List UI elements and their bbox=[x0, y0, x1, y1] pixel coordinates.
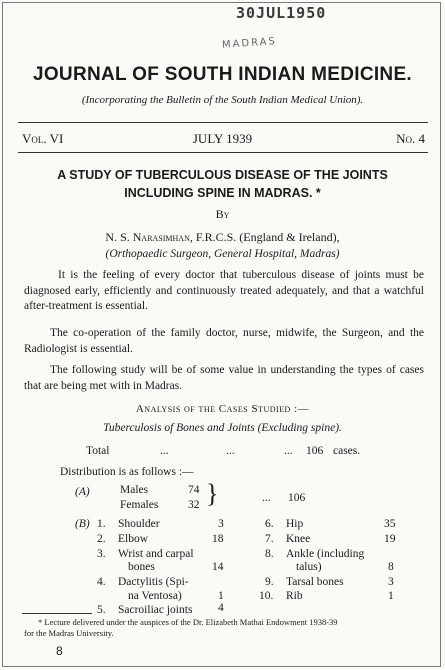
total-unit: cases. bbox=[333, 445, 361, 457]
header-rule-bottom bbox=[18, 152, 428, 153]
list-item-num: 4. bbox=[97, 576, 106, 588]
list-item-name-cont: bones bbox=[128, 561, 155, 573]
author-name: N. S. Narasimhan, bbox=[105, 230, 193, 244]
males-label: Males bbox=[120, 484, 149, 496]
list-item-name: Elbow bbox=[118, 533, 149, 545]
total-label: Total bbox=[86, 445, 110, 457]
list-item-value: 18 bbox=[212, 533, 224, 545]
list-item-num: 8. bbox=[265, 548, 274, 560]
list-item-name: Rib bbox=[286, 590, 303, 602]
list-item-value: 19 bbox=[384, 533, 396, 545]
journal-title: JOURNAL OF SOUTH INDIAN MEDICINE. bbox=[32, 64, 412, 85]
females-value: 32 bbox=[188, 499, 200, 511]
list-item-num: 10. bbox=[259, 590, 274, 602]
library-stamp: MADRAS bbox=[221, 36, 278, 51]
list-item-name: Shoulder bbox=[118, 518, 160, 530]
list-item-name: Sacroiliac joints bbox=[118, 604, 193, 616]
footnote-rule bbox=[22, 613, 92, 614]
list-item-num: 5. bbox=[97, 604, 106, 616]
footnote-line-1: * Lecture delivered under the auspices of the Dr. Elizabeth Mathai Endowment 1938-39 bbox=[38, 617, 338, 627]
article-title-line2: INCLUDING SPINE IN MADRAS. * bbox=[124, 186, 321, 200]
paragraph-3-text: The following study will be of some value in understanding the types of cases that are being met with in Madras. bbox=[24, 364, 424, 392]
females-label: Females bbox=[120, 499, 159, 511]
section-a-dots: ... bbox=[262, 492, 271, 504]
paragraph-2-text: The co-operation of the family doctor, nurse, midwife, the Surgeon, and the Radiologist is essential. bbox=[24, 327, 424, 355]
list-item-value: 3 bbox=[388, 576, 394, 588]
issue-date: JULY 1939 bbox=[192, 131, 253, 146]
total-dots-2: ... bbox=[226, 445, 235, 457]
distribution-label: Distribution is as follows :— bbox=[60, 466, 194, 478]
list-item-name-cont: na Ventosa) bbox=[128, 590, 182, 602]
header-rule-top bbox=[18, 122, 428, 123]
list-item-value: 4 bbox=[218, 602, 224, 614]
section-b-label: (B) bbox=[75, 518, 90, 530]
byline: By bbox=[215, 207, 230, 221]
total-dots-1: ... bbox=[160, 445, 169, 457]
brace-symbol: } bbox=[206, 479, 219, 508]
list-item-name: Hip bbox=[286, 518, 304, 530]
list-item-value: 8 bbox=[388, 561, 394, 573]
page-number: 8 bbox=[56, 644, 63, 658]
list-item-num: 3. bbox=[97, 548, 106, 560]
analysis-heading: Analysis of the Cases Studied :— bbox=[135, 403, 310, 415]
list-item-name: Knee bbox=[286, 533, 311, 545]
total-dots-3: ... bbox=[284, 445, 293, 457]
author-qualifications: F.R.C.S. (England & Ireland), bbox=[195, 230, 340, 244]
article-title-line1: A STUDY OF TUBERCULOUS DISEASE OF THE JOINTS bbox=[57, 168, 388, 182]
list-item-value: 14 bbox=[212, 561, 224, 573]
volume-number: Vol. VI bbox=[22, 131, 64, 146]
list-item-name: Wrist and carpal bbox=[118, 548, 194, 560]
total-value: 106 bbox=[306, 445, 324, 457]
paragraph-1-text: It is the feeling of every doctor that tuberculous disease of joints must be diagnosed early, efficiently and continuously treated adequately, and that a watchful after-treatment is essential. bbox=[24, 269, 424, 312]
date-stamp: 30JUL1950 bbox=[236, 4, 327, 22]
paragraph-3 bbox=[24, 363, 424, 394]
list-item-name-cont: talus) bbox=[296, 561, 322, 573]
footnote-line-2: for the Madras University. bbox=[24, 628, 114, 638]
list-item-num: 6. bbox=[265, 518, 274, 530]
issue-number: No. 4 bbox=[396, 131, 425, 146]
list-item-name: Tarsal bones bbox=[286, 576, 344, 588]
list-item-value: 1 bbox=[388, 590, 394, 602]
journal-subtitle: (Incorporating the Bulletin of the South Indian Medical Union). bbox=[81, 94, 364, 106]
author-affiliation: (Orthopaedic Surgeon, General Hospital, Madras) bbox=[105, 248, 340, 260]
section-a-label: (A) bbox=[75, 486, 90, 498]
list-item-num: 1. bbox=[97, 518, 106, 530]
list-item-name: Dactylitis (Spi- bbox=[118, 576, 189, 588]
list-item-value: 3 bbox=[218, 518, 224, 530]
paragraph-1 bbox=[24, 268, 424, 315]
males-value: 74 bbox=[188, 484, 200, 496]
list-item-value: 35 bbox=[384, 518, 396, 530]
list-item-num: 7. bbox=[265, 533, 274, 545]
list-item-name: Ankle (including bbox=[286, 548, 365, 560]
paragraph-2 bbox=[24, 326, 424, 357]
footnote bbox=[24, 617, 338, 639]
list-item-value: 1 bbox=[218, 590, 224, 602]
list-item-num: 2. bbox=[97, 533, 106, 545]
analysis-subheading: Tuberculosis of Bones and Joints (Excluding spine). bbox=[103, 422, 342, 434]
section-a-sum: 106 bbox=[288, 492, 306, 504]
list-item-num: 9. bbox=[265, 576, 274, 588]
author bbox=[0, 230, 445, 245]
